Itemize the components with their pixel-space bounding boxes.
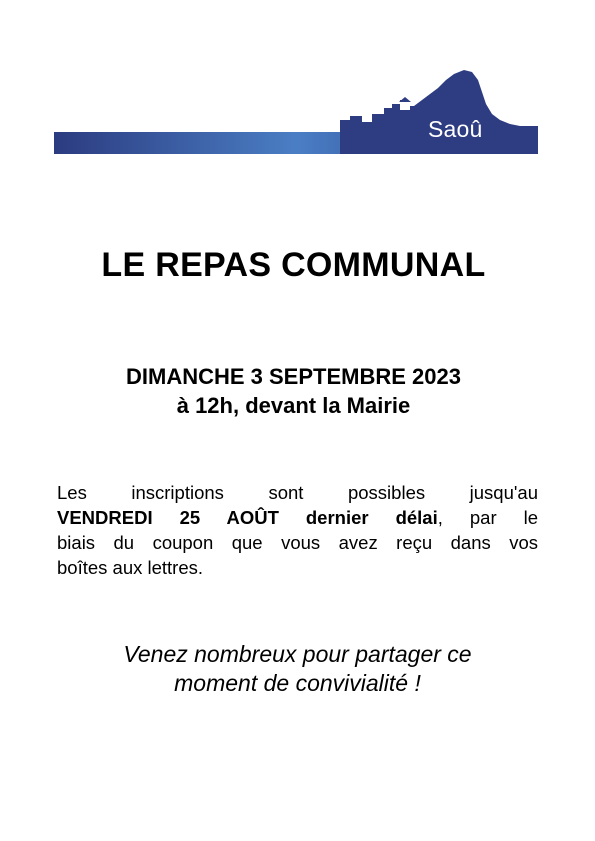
deadline-text: VENDREDI 25 AOÛT dernier délai <box>57 507 438 528</box>
event-time-place: à 12h, devant la Mairie <box>176 393 411 418</box>
logo-name: Saoû <box>428 116 483 142</box>
closing-line-1: Venez nombreux pour partager ce <box>123 641 472 667</box>
info-line-1: Les inscriptions sont possibles jusqu'au <box>57 482 538 503</box>
info-line-3: biais du coupon que vous avez reçu dans vos <box>57 532 538 553</box>
event-date: DIMANCHE 3 SEPTEMBRE 2023 <box>126 364 461 389</box>
info-line-2-rest: , par le <box>437 507 538 528</box>
info-line-2 <box>57 505 538 530</box>
page-title: LE REPAS COMMUNAL <box>101 246 486 284</box>
info-line-4: boîtes aux lettres. <box>57 557 204 578</box>
closing-line-2: moment de convivialité ! <box>174 670 421 696</box>
saou-logo-banner <box>54 70 538 154</box>
event-date-block <box>0 362 587 420</box>
registration-info <box>57 480 538 580</box>
closing-message <box>0 640 595 698</box>
